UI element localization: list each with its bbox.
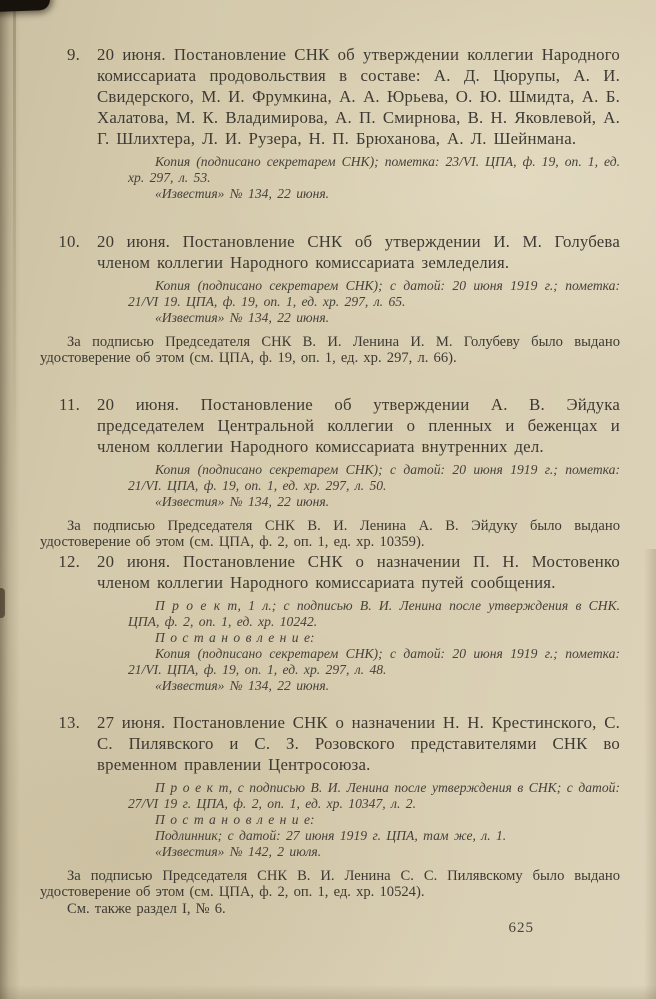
source-line: П о с т а н о в л е н и е: (155, 630, 315, 645)
scan-artifact (0, 588, 5, 618)
page-content (40, 0, 620, 999)
source-line: «Известия» № 134, 22 июня. (155, 186, 330, 201)
source-line: П р о е к т, 1 л.; с подписью В. И. Ленина после утверждения в СНК. ЦПА, ф. 2, оп. 1, ед. хр. 10242. (128, 598, 620, 629)
source-line: «Известия» № 134, 22 июня. (155, 310, 330, 325)
right-edge-shadow (644, 549, 656, 999)
decree-entry (40, 44, 620, 202)
decree-entry (40, 394, 620, 551)
source-line: Копия (подписано секретарем СНК); с датой: 20 июня 1919 г.; пометка: 21/VI. ЦПА, ф. 19, оп. 1, ед. хр. 297, л. 48. (128, 646, 620, 677)
note-paragraph: За подписью Председателя СНК В. И. Ленина И. М. Голубеву было выдано удостоверение об этом (см. ЦПА, ф. 19, оп. 1, ед. хр. 297, л. 66). (40, 334, 620, 367)
source-line: П о с т а н о в л е н и е: (155, 812, 315, 827)
entry-number: 10. (58, 232, 80, 251)
entry-source-block (128, 780, 620, 860)
entry-heading: 20 июня. Постановление СНК об утверждении И. М. Голубева членом коллегии Народного комиссариата земледелия. (97, 232, 620, 272)
entry-number: 12. (58, 552, 80, 571)
source-line: «Известия» № 142, 2 июля. (155, 844, 322, 859)
decree-entry (40, 712, 620, 917)
entry-heading: 20 июня. Постановление СНК о назначении П. Н. Мостовенко членом коллегии Народного комиссариата путей сообщения. (97, 552, 620, 592)
entry-heading-row (40, 712, 620, 775)
source-line: Копия (подписано секретарем СНК); пометка: 23/VI. ЦПА, ф. 19, оп. 1, ед. хр. 297, л. 53. (128, 154, 620, 185)
binding-shadow (0, 0, 20, 999)
entry-heading-row (40, 231, 620, 273)
entry-source-block (128, 598, 620, 694)
entry-heading: 20 июня. Постановление об утверждении А. В. Эйдука председателем Центральной коллегии о пленных и беженцах и членом коллегии Народного комиссариата внутренних дел. (97, 395, 620, 456)
source-line: Подлинник; с датой: 27 июня 1919 г. ЦПА, там же, л. 1. (155, 828, 507, 843)
note-paragraph: За подписью Председателя СНК В. И. Ленина А. В. Эйдуку было выдано удостоверение об этом (см. ЦПА, ф. 2, оп. 1, ед. хр. 10359). (40, 518, 620, 551)
source-line: «Известия» № 134, 22 июня. (155, 678, 330, 693)
decree-entry (40, 551, 620, 694)
entry-source-block (128, 462, 620, 510)
entry-heading: 27 июня. Постановление СНК о назначении Н. Н. Крестинского, С. С. Пилявского и С. З. Розовского представителями СНК во временном правлении Центросоюза. (97, 713, 620, 774)
entry-notes (40, 868, 620, 917)
note-paragraph: За подписью Председателя СНК В. И. Ленина С. С. Пилявскому было выдано удостоверение об этом (см. ЦПА, ф. 2, оп. 1, ед. хр. 10524). (40, 868, 620, 901)
note-paragraph: См. также раздел I, № 6. (67, 900, 226, 917)
entry-source-block (128, 278, 620, 326)
entry-number: 13. (58, 713, 80, 732)
entry-heading-row (40, 551, 620, 593)
entry-heading-row (40, 394, 620, 457)
entry-number: 11. (59, 395, 80, 414)
decree-entry (40, 231, 620, 367)
entry-notes (40, 334, 620, 367)
source-line: «Известия» № 134, 22 июня. (155, 494, 330, 509)
source-line: Копия (подписано секретарем СНК); с датой: 20 июня 1919 г.; пометка: 21/VI 19. ЦПА, ф. 19, оп. 1, ед. хр. 297, л. 65. (128, 278, 620, 309)
page-number: 625 (508, 920, 534, 936)
entry-heading-row (40, 44, 620, 149)
entry-heading: 20 июня. Постановление СНК об утверждении коллегии Народного комиссариата продовольствия в составе: А. Д. Цюрупы, А. И. Свидерского, М. И. Фрумкина, А. А. Юрьева, О. Ю. Шмидта, А. Б. Халатова, М. К. Владимирова, А. П. Смирнова, В. Н. Яковлевой, А. Г. Шлихтера, Л. И. Рузера, Н. П. Брюханова, А. Л. Шейнмана. (97, 45, 620, 148)
entry-source-block (128, 154, 620, 202)
entry-number: 9. (67, 45, 80, 64)
source-line: Копия (подписано секретарем СНК); с датой: 20 июня 1919 г.; пометка: 21/VI. ЦПА, ф. 19, оп. 1, ед. хр. 297, л. 50. (128, 462, 620, 493)
paper-crease (13, 0, 16, 470)
source-line: П р о е к т, с подписью В. И. Ленина после утверждения в СНК; с датой: 27/VI 19 г. ЦПА, ф. 2, оп. 1, ед. хр. 10347, л. 2. (128, 780, 620, 811)
entry-notes (40, 518, 620, 551)
